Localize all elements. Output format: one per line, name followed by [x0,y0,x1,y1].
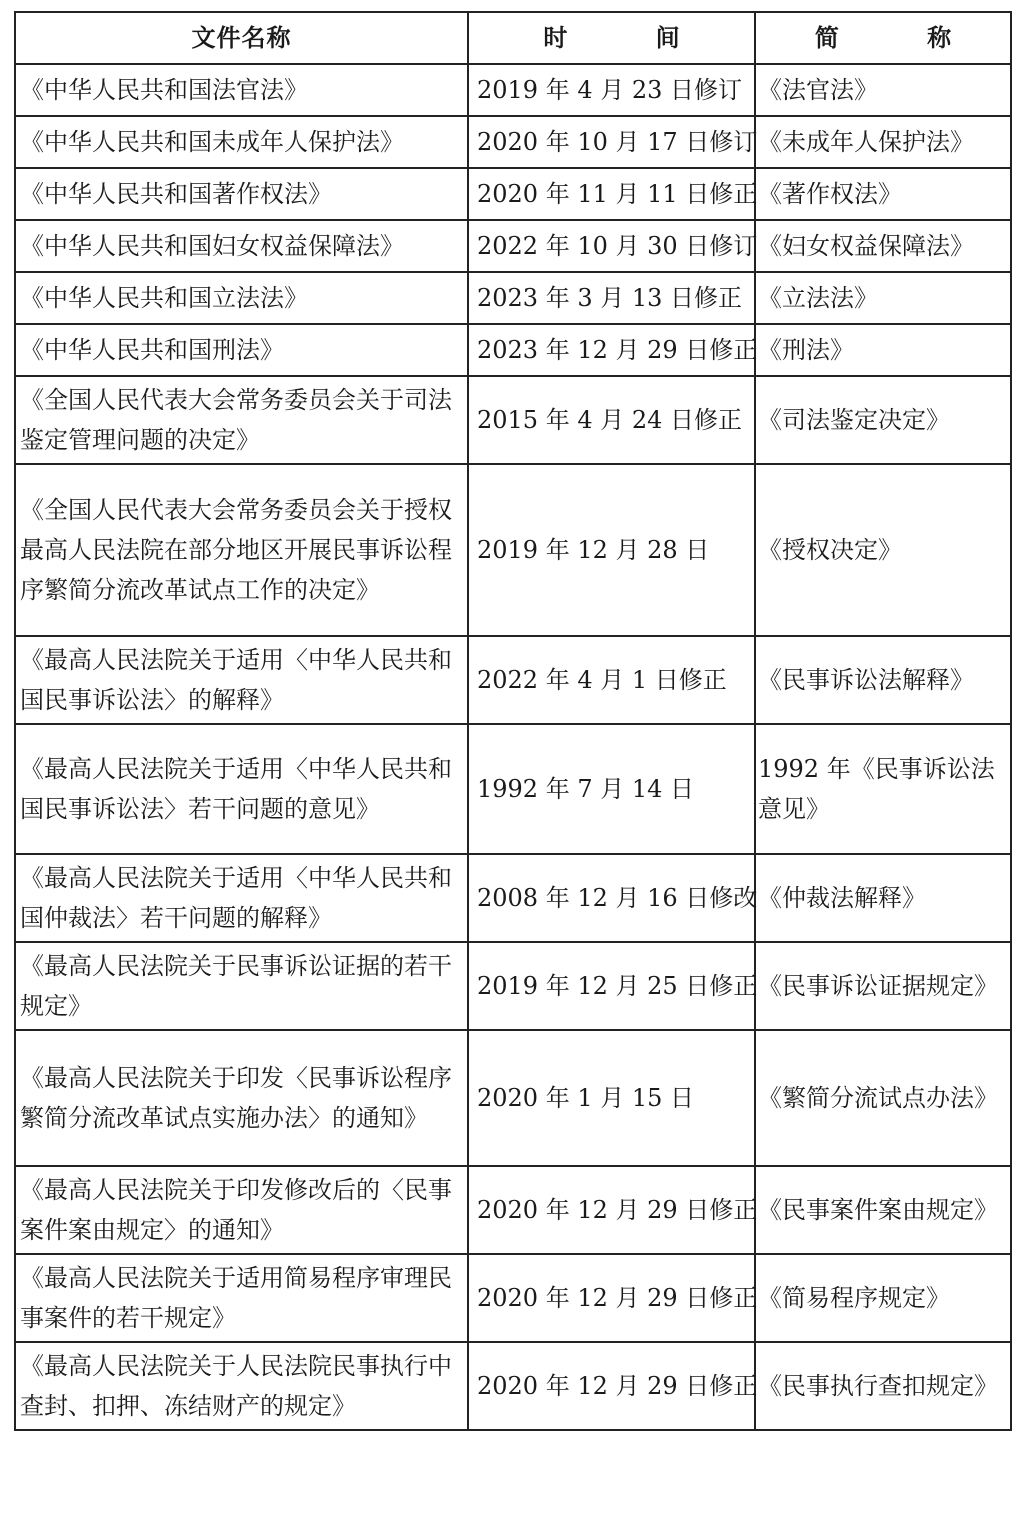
table-row [15,1166,1011,1254]
abbreviation-cell: 《立法法》 [755,272,1011,324]
time-cell: 2020 年 10 月 17 日修订 [468,116,755,168]
table-row [15,1030,1011,1166]
file-name-cell: 《全国人民代表大会常务委员会关于司法鉴定管理问题的决定》 [15,376,468,464]
time-cell: 2019 年 12 月 28 日 [468,464,755,636]
table-row [15,854,1011,942]
table-row [15,464,1011,636]
abbreviation-cell: 《民事案件案由规定》 [755,1166,1011,1254]
table-row [15,636,1011,724]
statute-table [14,11,1012,1431]
time-cell: 2019 年 4 月 23 日修订 [468,64,755,116]
abbreviation-cell: 《仲裁法解释》 [755,854,1011,942]
file-name-cell: 《中华人民共和国未成年人保护法》 [15,116,468,168]
time-cell: 2019 年 12 月 25 日修正 [468,942,755,1030]
time-cell: 2020 年 1 月 15 日 [468,1030,755,1166]
file-name-cell: 《最高人民法院关于印发〈民事诉讼程序繁简分流改革试点实施办法〉的通知》 [15,1030,468,1166]
file-name-cell: 《中华人民共和国刑法》 [15,324,468,376]
time-cell: 2020 年 12 月 29 日修正 [468,1254,755,1342]
file-name-cell: 《中华人民共和国妇女权益保障法》 [15,220,468,272]
time-cell: 2022 年 10 月 30 日修订 [468,220,755,272]
abbreviation-cell: 《简易程序规定》 [755,1254,1011,1342]
abbreviation-cell: 《授权决定》 [755,464,1011,636]
table-row [15,1254,1011,1342]
file-name-cell: 《全国人民代表大会常务委员会关于授权最高人民法院在部分地区开展民事诉讼程序繁简分流改革试点工作的决定》 [15,464,468,636]
abbreviation-cell: 《民事诉讼法解释》 [755,636,1011,724]
abbreviation-cell: 《著作权法》 [755,168,1011,220]
table-row [15,168,1011,220]
time-cell: 2008 年 12 月 16 日修改 [468,854,755,942]
time-cell: 2023 年 3 月 13 日修正 [468,272,755,324]
abbreviation-cell: 《司法鉴定决定》 [755,376,1011,464]
table-row [15,376,1011,464]
file-name-cell: 《最高人民法院关于印发修改后的〈民事案件案由规定〉的通知》 [15,1166,468,1254]
abbreviation-cell: 《未成年人保护法》 [755,116,1011,168]
file-name-cell: 《中华人民共和国法官法》 [15,64,468,116]
file-name-cell: 《中华人民共和国著作权法》 [15,168,468,220]
abbreviation-cell: 《刑法》 [755,324,1011,376]
abbreviation-cell: 《民事执行查扣规定》 [755,1342,1011,1430]
table-row [15,324,1011,376]
time-cell: 2020 年 11 月 11 日修正 [468,168,755,220]
table-row [15,724,1011,854]
table-row [15,1342,1011,1430]
table-header-row [15,12,1011,64]
header-abbreviation: 简 称 [755,12,1011,64]
abbreviation-cell: 《妇女权益保障法》 [755,220,1011,272]
table-row [15,116,1011,168]
abbreviation-cell: 《繁简分流试点办法》 [755,1030,1011,1166]
header-time: 时 间 [468,12,755,64]
abbreviation-cell: 《民事诉讼证据规定》 [755,942,1011,1030]
table-row [15,220,1011,272]
file-name-cell: 《最高人民法院关于适用〈中华人民共和国民事诉讼法〉的解释》 [15,636,468,724]
file-name-cell: 《最高人民法院关于适用〈中华人民共和国民事诉讼法〉若干问题的意见》 [15,724,468,854]
time-cell: 2023 年 12 月 29 日修正 [468,324,755,376]
file-name-cell: 《中华人民共和国立法法》 [15,272,468,324]
time-cell: 1992 年 7 月 14 日 [468,724,755,854]
time-cell: 2020 年 12 月 29 日修正 [468,1342,755,1430]
time-cell: 2020 年 12 月 29 日修正 [468,1166,755,1254]
abbreviation-cell: 《法官法》 [755,64,1011,116]
file-name-cell: 《最高人民法院关于适用简易程序审理民事案件的若干规定》 [15,1254,468,1342]
time-cell: 2022 年 4 月 1 日修正 [468,636,755,724]
table-row [15,942,1011,1030]
header-file-name: 文件名称 [15,12,468,64]
table-row [15,272,1011,324]
table-row [15,64,1011,116]
file-name-cell: 《最高人民法院关于人民法院民事执行中查封、扣押、冻结财产的规定》 [15,1342,468,1430]
file-name-cell: 《最高人民法院关于民事诉讼证据的若干规定》 [15,942,468,1030]
file-name-cell: 《最高人民法院关于适用〈中华人民共和国仲裁法〉若干问题的解释》 [15,854,468,942]
abbreviation-cell: 1992 年《民事诉讼法意见》 [755,724,1011,854]
time-cell: 2015 年 4 月 24 日修正 [468,376,755,464]
